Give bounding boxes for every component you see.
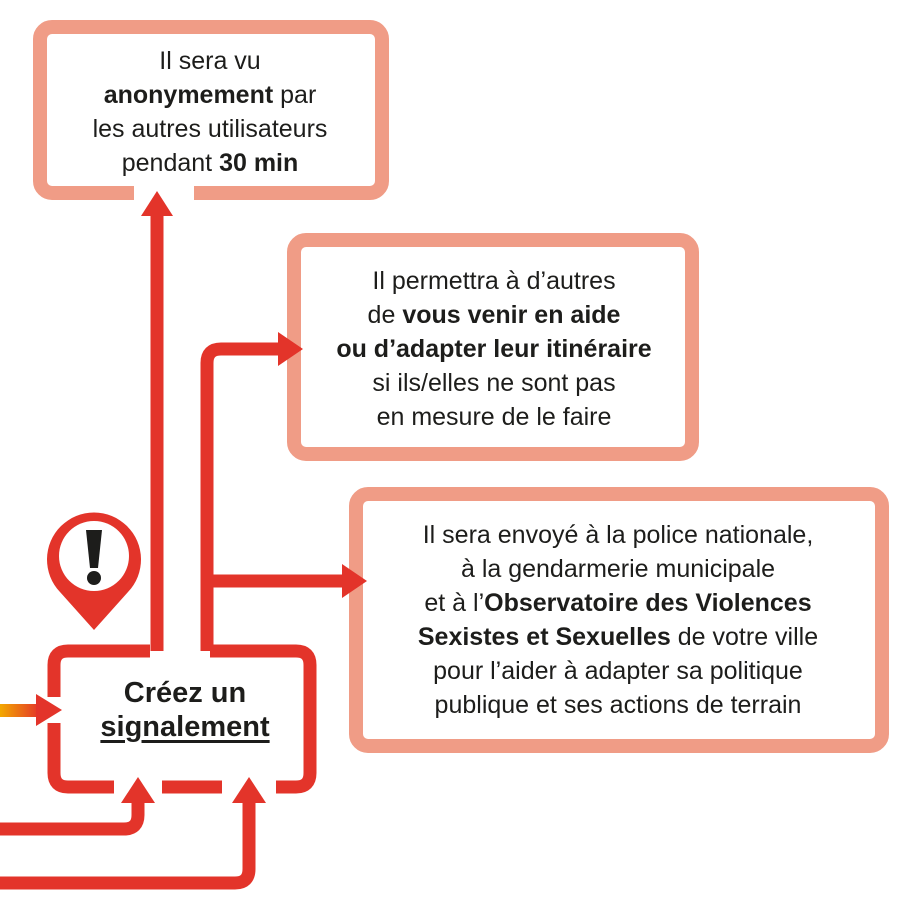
report-title (58, 676, 312, 744)
help-line-1: Il permettra à d’autres (372, 267, 616, 295)
duration-bold: 30 min (219, 149, 299, 177)
report-title-line-2: signalement (100, 711, 270, 743)
help-text: Il permettra à d’autres de vous venir en aide ou d’adapter leur itinéraire si ils/elles ne sont pas en mesure de le faire (300, 264, 688, 434)
anonymous-bold: anonymement (103, 81, 274, 109)
anonymous-line-3: les autres utilisateurs (92, 115, 328, 143)
arrow-in-left (0, 694, 62, 726)
observatory-bold-2: Sexistes et Sexuelles (417, 623, 671, 651)
police-line-1: Il sera envoyé à la police nationale, (422, 521, 814, 549)
anonymous-text: Il sera vu anonymement par les autres utilisateurs pendant 30 min (48, 44, 372, 180)
exclamation-pin-icon (47, 513, 141, 630)
arrow-in-bottom-1 (0, 800, 138, 829)
arrow-to-help (207, 349, 280, 651)
arrow-in-bottom-2 (0, 800, 249, 883)
police-line-6: publique et ses actions de terrain (434, 691, 802, 719)
arrow-head-bottom-1 (121, 777, 155, 803)
help-bold-2: ou d’adapter leur itinéraire (336, 335, 652, 363)
anonymous-line-1: Il sera vu (159, 47, 261, 75)
police-line-5: pour l’aider à adapter sa politique (433, 657, 803, 685)
arrow-to-anonymous (141, 191, 173, 651)
report-title-line-1: Créez un (123, 677, 247, 709)
arrow-head-bottom-2 (232, 777, 266, 803)
help-line-5: en mesure de le faire (376, 403, 612, 431)
help-bold-1: vous venir en aide (402, 301, 621, 329)
police-text: Il sera envoyé à la police nationale, à la gendarmerie municipale et à l’Observatoire des Violences Sexistes et Sexuelles de votre ville pour l’aider à adapter sa politique publique et ses actions de terrain (362, 518, 874, 722)
observatory-bold-1: Observatoire des Violences (484, 589, 812, 617)
help-line-4: si ils/elles ne sont pas (372, 369, 616, 397)
police-line-2: à la gendarmerie municipale (460, 555, 776, 583)
